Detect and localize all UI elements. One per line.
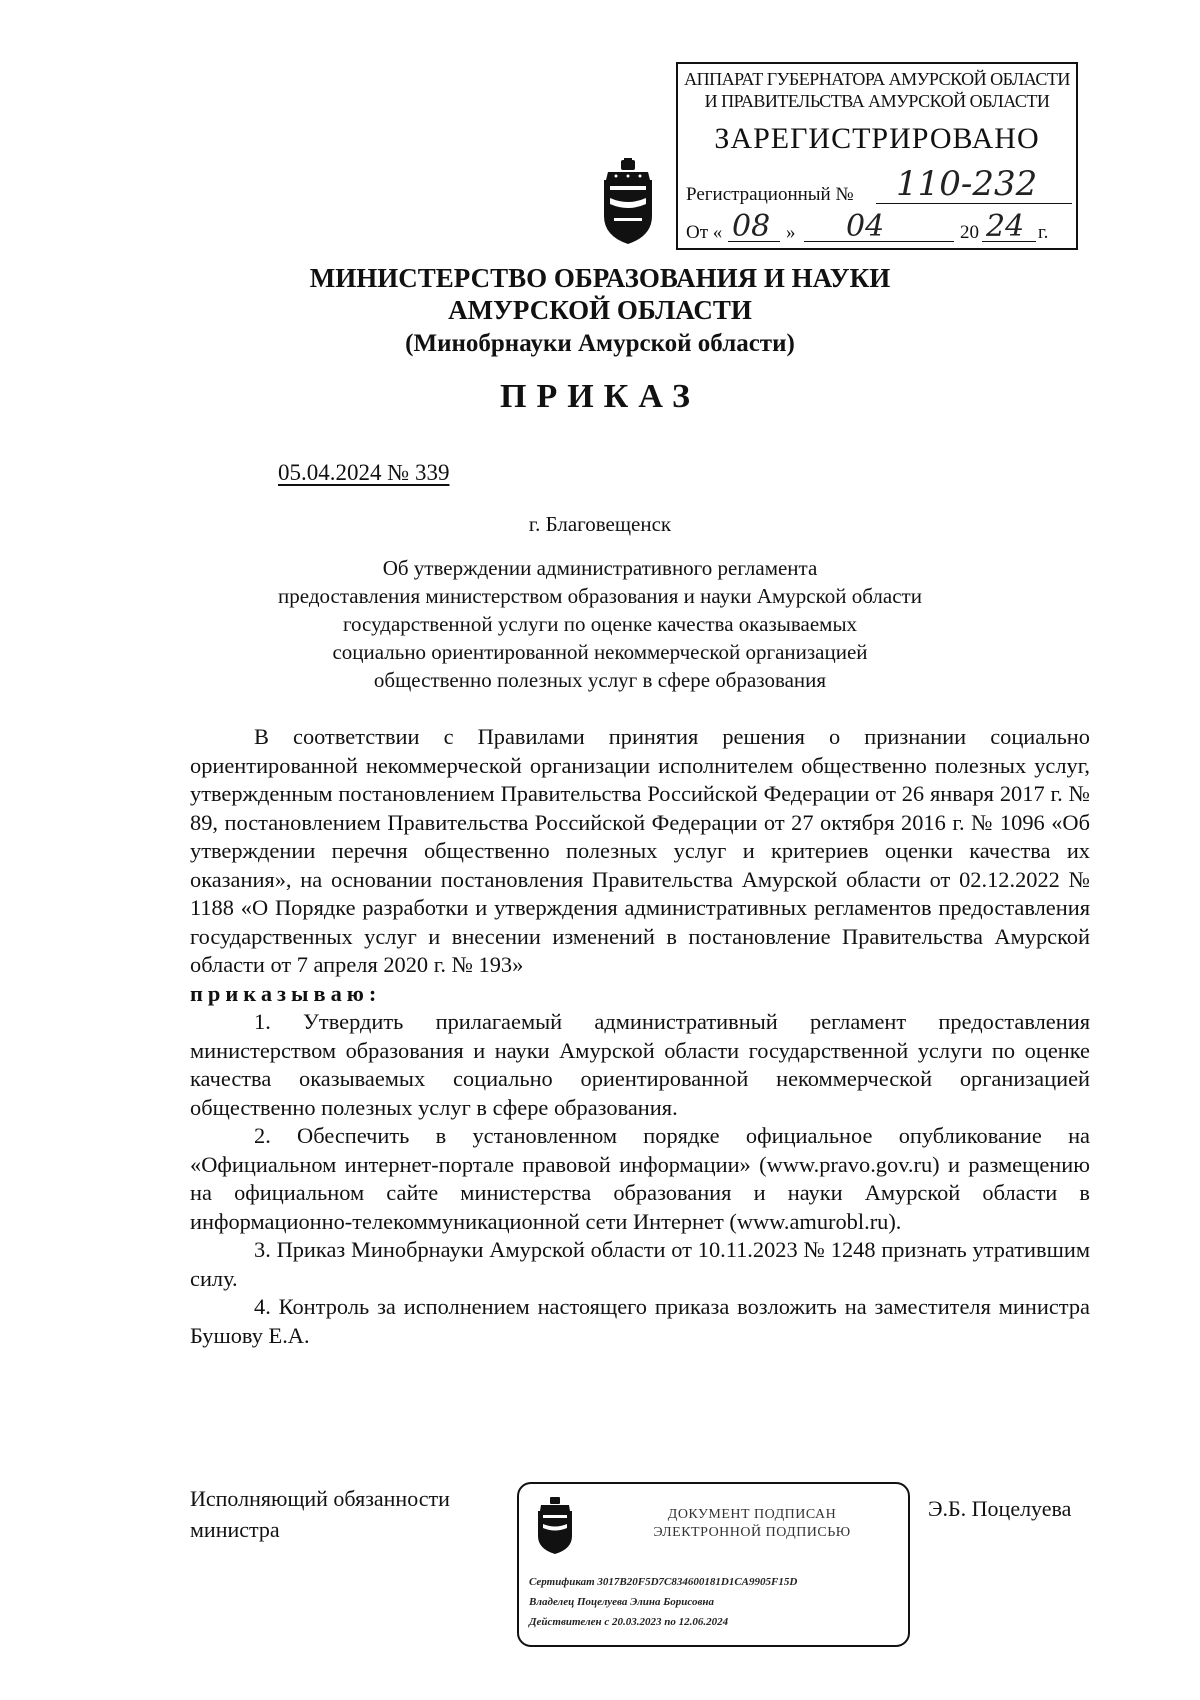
order-date-number: 05.04.2024 № 339 — [278, 460, 450, 485]
signer-position — [190, 1483, 450, 1545]
esign-title-line2: ЭЛЕКТРОННОЙ ПОДПИСЬЮ — [653, 1525, 851, 1540]
signer-name: Э.Б. Поцелуева — [928, 1496, 1072, 1521]
registration-status: ЗАРЕГИСТРИРОВАНО — [714, 122, 1040, 155]
registration-year-prefix: 20 — [960, 222, 979, 243]
registration-number-value: 110-232 — [896, 164, 1038, 204]
order-preamble: В соответствии с Правилами принятия решения о признании социально ориентированной некоммерческой организации исполнителем общественно полезных услуг, утвержденным постановлением Правительства Российской Федерации от 26 января 2017 г. № 89, постановлением Правительства Российской Федерации от 27 октября 2016 г. № 1096 «Об утверждении перечня общественно полезных услуг и критериев оценки качества их оказания», на основании постановления Правительства Амурской области от 02.12.2022 № 1188 «О Порядке разработки и утверждения административных регламентов предоставления государственных услуг и внесении изменений в постановление Правительства Амурской области от 7 апреля 2020 г. № 193» — [190, 724, 1090, 977]
esign-emblem-icon — [535, 1496, 575, 1554]
signer-position-line1: Исполняющий обязанности — [190, 1486, 450, 1511]
order-subject-line1: Об утверждении административного регламента — [382, 556, 818, 580]
registration-number-label: Регистрационный № — [686, 184, 854, 205]
esign-title — [607, 1506, 897, 1542]
ministry-name — [250, 262, 950, 326]
order-item-1: 1. Утвердить прилагаемый административный регламент предоставления министерством образования и науки Амурской области государственной услуги по оценке качества оказываемых социально ориентированной некоммерческой организацией общественно полезных услуг в сфере образования. — [190, 1009, 1090, 1120]
esign-info — [529, 1572, 797, 1632]
registration-month: 04 — [846, 209, 885, 244]
registration-stamp-org — [678, 68, 1076, 112]
registration-year-hand: 24 — [986, 209, 1025, 244]
registration-org-line1: АППАРАТ ГУБЕРНАТОРА АМУРСКОЙ ОБЛАСТИ — [684, 69, 1070, 89]
order-command: приказываю: — [190, 980, 382, 1006]
city-name: г. Благовещенск — [528, 512, 672, 536]
registration-org-line2: И ПРАВИТЕЛЬСТВА АМУРСКОЙ ОБЛАСТИ — [704, 91, 1050, 111]
signer-position-line2: министра — [190, 1517, 280, 1542]
coat-of-arms-icon — [600, 158, 656, 244]
order-item-2: 2. Обеспечить в установленном порядке официальное опубликование на «Официальном интернет-портале правовой информации» (www.pravo.gov.ru) и размещению на официальном сайте министерства образования и науки Амурской области в информационно-телекоммуникационной сети Интернет (www.amurobl.ru). — [190, 1123, 1090, 1234]
registration-year-end: г. — [1038, 222, 1049, 243]
esign-validity: Действителен с 20.03.2023 по 12.06.2024 — [529, 1616, 729, 1628]
registration-stamp — [676, 62, 1078, 250]
order-item-3: 3. Приказ Минобрнауки Амурской области от 10.11.2023 № 1248 признать утратившим силу. — [190, 1237, 1090, 1291]
electronic-signature-stamp — [517, 1482, 910, 1647]
registration-number-row — [686, 164, 1072, 212]
document-type-title: ПРИКАЗ — [500, 378, 700, 415]
ministry-name-line2: АМУРСКОЙ ОБЛАСТИ — [448, 295, 752, 325]
ministry-name-line1: МИНИСТЕРСТВО ОБРАЗОВАНИЯ И НАУКИ — [309, 263, 891, 293]
esign-title-line1: ДОКУМЕНТ ПОДПИСАН — [667, 1507, 837, 1522]
order-subject-line2: предоставления министерством образования и науки Амурской области — [278, 584, 922, 608]
order-subject-line4: социально ориентированной некоммерческой организацией — [332, 640, 868, 664]
registration-date-prefix: От « — [686, 222, 723, 243]
esign-owner: Владелец Поцелуева Элина Борисовна — [529, 1596, 715, 1608]
order-subject-line5: общественно полезных услуг в сфере образования — [373, 668, 827, 692]
esign-certificate: Сертификат 3017B20F5D7C834600181D1CA9905F15D — [529, 1576, 798, 1588]
registration-day-suffix: » — [786, 222, 796, 243]
order-item-4: 4. Контроль за исполнением настоящего приказа возложить на заместителя министра Бушову Е.А. — [190, 1294, 1090, 1348]
registration-day: 08 — [732, 209, 771, 244]
ministry-short-name: (Минобрнауки Амурской области) — [405, 330, 795, 357]
order-subject — [250, 554, 950, 694]
order-body — [190, 723, 1090, 1350]
registration-date-row — [686, 209, 1072, 248]
order-subject-line3: государственной услуги по оценке качества оказываемых — [342, 612, 858, 636]
